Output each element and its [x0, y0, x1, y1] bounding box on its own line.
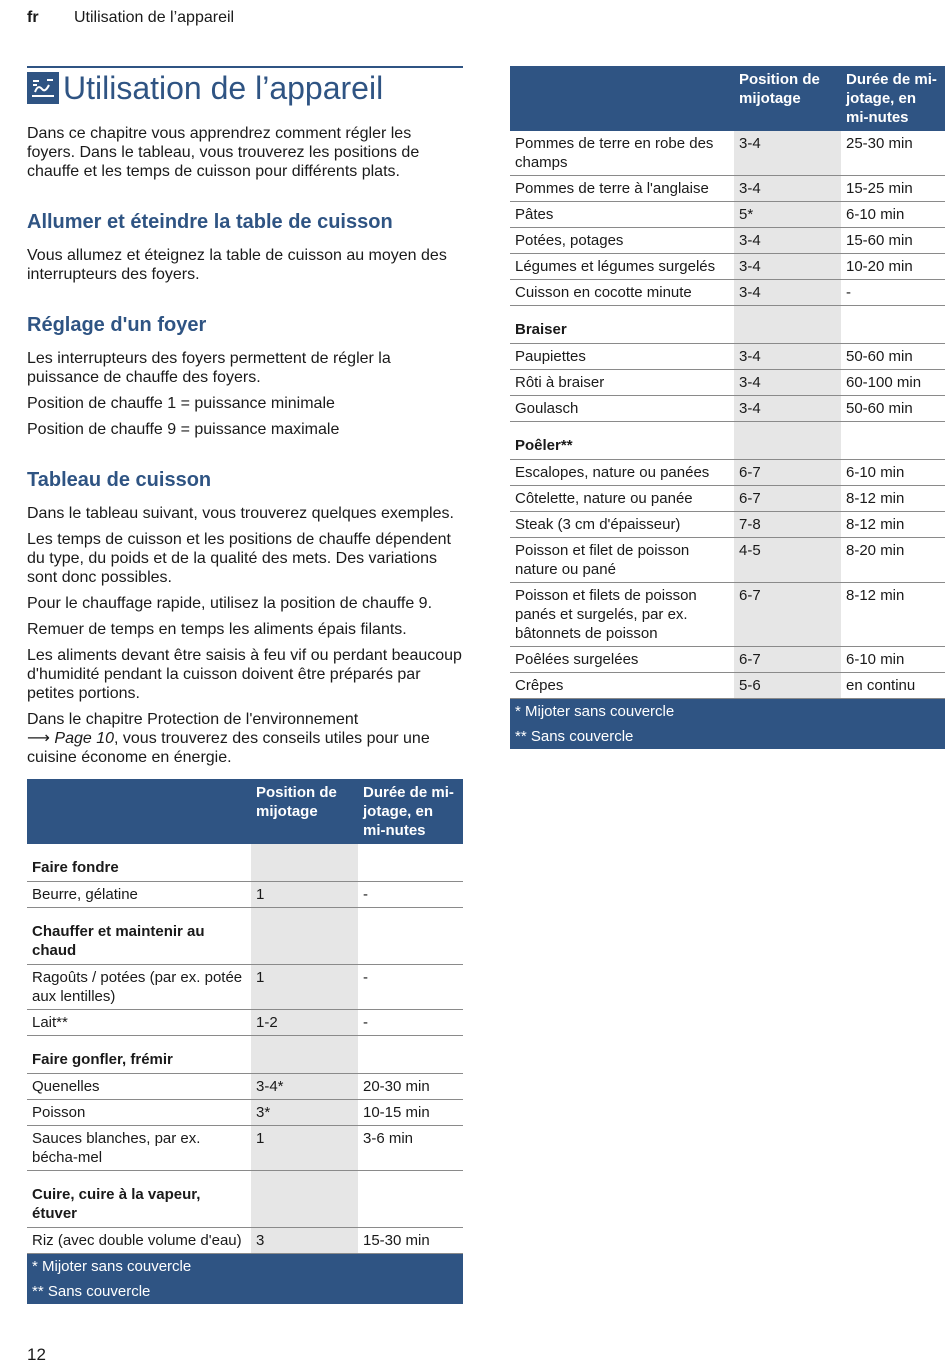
table-row	[510, 228, 945, 254]
chapter-title-row	[27, 66, 463, 106]
duration-cell: 25-30 min	[841, 131, 945, 176]
cooking-table-right	[510, 66, 945, 749]
table-row	[510, 131, 945, 176]
position-cell: 6-7	[734, 583, 841, 647]
position-cell: 3	[251, 1228, 358, 1254]
table-row	[510, 538, 945, 583]
position-cell: 6-7	[734, 647, 841, 673]
table-footnote-row	[510, 699, 945, 725]
empty-cell	[251, 1171, 358, 1228]
hob-hand-icon	[27, 72, 59, 104]
duration-cell: 10-15 min	[358, 1100, 463, 1126]
food-cell: Poisson et filet de poisson nature ou pané	[510, 538, 734, 583]
footnote: * Mijoter sans couvercle	[27, 1254, 463, 1280]
paragraph-text: , vous trouverez des conseils utiles pour une cuisine économe en énergie.	[27, 730, 430, 766]
duration-cell: 20-30 min	[358, 1074, 463, 1100]
section-heading-setting: Réglage d'un foyer	[27, 314, 207, 336]
position-cell: 3-4	[734, 396, 841, 422]
table-row	[510, 396, 945, 422]
page-reference-link[interactable]: Page 10	[54, 730, 114, 747]
duration-cell: 15-25 min	[841, 176, 945, 202]
table-row	[27, 1100, 463, 1126]
table-header-food	[510, 66, 734, 131]
paragraph-page-reference	[27, 710, 463, 767]
duration-cell: 60-100 min	[841, 370, 945, 396]
position-cell: 1-2	[251, 1010, 358, 1036]
food-cell: Quenelles	[27, 1074, 251, 1100]
food-cell: Pâtes	[510, 202, 734, 228]
table-footnote-row	[510, 724, 945, 749]
duration-cell: -	[358, 1010, 463, 1036]
footnote: * Mijoter sans couvercle	[510, 699, 945, 725]
empty-cell	[841, 306, 945, 344]
duration-cell: 8-12 min	[841, 583, 945, 647]
table-row	[510, 280, 945, 306]
arrow-icon: ⟶	[27, 730, 50, 747]
section-label: Chauffer et maintenir au chaud	[27, 908, 251, 965]
page-title: Utilisation de l’appareil	[63, 70, 384, 106]
food-cell: Côtelette, nature ou panée	[510, 486, 734, 512]
table-row	[27, 1228, 463, 1254]
header-language: fr	[27, 9, 39, 26]
food-cell: Poisson et filets de poisson panés et surgelés, par ex. bâtonnets de poisson	[510, 583, 734, 647]
duration-cell: 3-6 min	[358, 1126, 463, 1171]
table-row	[27, 1126, 463, 1171]
food-cell: Légumes et légumes surgelés	[510, 254, 734, 280]
duration-cell: -	[358, 882, 463, 908]
empty-cell	[251, 1036, 358, 1074]
duration-cell: 6-10 min	[841, 202, 945, 228]
table-row	[510, 254, 945, 280]
empty-cell	[734, 422, 841, 460]
table-section-row	[510, 306, 945, 344]
empty-cell	[251, 908, 358, 965]
section-label: Faire fondre	[27, 844, 251, 882]
food-cell: Crêpes	[510, 673, 734, 699]
position-cell: 5*	[734, 202, 841, 228]
empty-cell	[358, 844, 463, 882]
food-cell: Cuisson en cocotte minute	[510, 280, 734, 306]
table-row	[510, 460, 945, 486]
table-row	[510, 512, 945, 538]
table-footnote-row	[27, 1279, 463, 1304]
duration-cell: -	[841, 280, 945, 306]
position-cell: 3-4	[734, 131, 841, 176]
table-row	[510, 176, 945, 202]
food-cell: Sauces blanches, par ex. bécha-mel	[27, 1126, 251, 1171]
food-cell: Poêlées surgelées	[510, 647, 734, 673]
duration-cell: 50-60 min	[841, 396, 945, 422]
food-cell: Beurre, gélatine	[27, 882, 251, 908]
section-label: Poêler**	[510, 422, 734, 460]
empty-cell	[358, 1171, 463, 1228]
empty-cell	[251, 844, 358, 882]
section-label: Faire gonfler, frémir	[27, 1036, 251, 1074]
section-heading-cooking-table: Tableau de cuisson	[27, 469, 212, 491]
duration-cell: 15-30 min	[358, 1228, 463, 1254]
duration-cell: 8-12 min	[841, 486, 945, 512]
table-row	[510, 647, 945, 673]
table-header-duration: Durée de mi-jotage, en mi-nutes	[841, 66, 945, 131]
food-cell: Riz (avec double volume d'eau)	[27, 1228, 251, 1254]
page-number: 12	[27, 1345, 46, 1364]
table-section-row	[27, 1171, 463, 1228]
intro-paragraph: Dans ce chapitre vous apprendrez comment régler les foyers. Dans le tableau, vous trouverez les positions de chauffe et les temps de cuisson pour différents plats.	[27, 125, 420, 180]
duration-cell: 10-20 min	[841, 254, 945, 280]
position-cell: 3-4	[734, 228, 841, 254]
position-cell: 3-4	[734, 344, 841, 370]
table-row	[510, 486, 945, 512]
food-cell: Potées, potages	[510, 228, 734, 254]
paragraph: Les temps de cuisson et les positions de chauffe dépendent du type, du poids et de la qualité des mets. Des variations sont donc possibles.	[27, 531, 451, 586]
paragraph: Remuer de temps en temps les aliments épais filants.	[27, 621, 407, 638]
position-cell: 3-4	[734, 280, 841, 306]
duration-cell: 6-10 min	[841, 647, 945, 673]
right-column	[510, 66, 945, 749]
table-header-food	[27, 779, 251, 844]
table-section-row	[27, 908, 463, 965]
paragraph: Les interrupteurs des foyers permettent de régler la puissance de chauffe des foyers.	[27, 350, 391, 386]
table-row	[510, 202, 945, 228]
position-cell: 5-6	[734, 673, 841, 699]
table-row	[510, 673, 945, 699]
food-cell: Goulasch	[510, 396, 734, 422]
duration-cell: -	[358, 965, 463, 1010]
position-cell: 3-4*	[251, 1074, 358, 1100]
food-cell: Paupiettes	[510, 344, 734, 370]
position-cell: 4-5	[734, 538, 841, 583]
table-row	[27, 1010, 463, 1036]
empty-cell	[841, 422, 945, 460]
left-column	[27, 66, 463, 1304]
section-label: Braiser	[510, 306, 734, 344]
position-cell: 7-8	[734, 512, 841, 538]
position-cell: 6-7	[734, 460, 841, 486]
position-cell: 6-7	[734, 486, 841, 512]
table-row	[510, 583, 945, 647]
table-header-position: Position de mijotage	[251, 779, 358, 844]
position-cell: 3-4	[734, 176, 841, 202]
table-header-duration: Durée de mi-jotage, en mi-nutes	[358, 779, 463, 844]
table-row	[510, 370, 945, 396]
empty-cell	[734, 306, 841, 344]
duration-cell: 50-60 min	[841, 344, 945, 370]
table-row	[27, 882, 463, 908]
table-header-row	[510, 66, 945, 131]
food-cell: Pommes de terre en robe des champs	[510, 131, 734, 176]
duration-cell: 6-10 min	[841, 460, 945, 486]
table-header-row	[27, 779, 463, 844]
paragraph-text: Dans le chapitre Protection de l'environnement	[27, 711, 359, 728]
duration-cell: 8-20 min	[841, 538, 945, 583]
food-cell: Poisson	[27, 1100, 251, 1126]
position-cell: 1	[251, 1126, 358, 1171]
position-cell: 1	[251, 882, 358, 908]
table-row	[27, 965, 463, 1010]
paragraph: Pour le chauffage rapide, utilisez la position de chauffe 9.	[27, 595, 433, 612]
section-heading-on-off: Allumer et éteindre la table de cuisson	[27, 211, 393, 233]
table-section-row	[27, 1036, 463, 1074]
food-cell: Ragoûts / potées (par ex. potée aux lentilles)	[27, 965, 251, 1010]
position-cell: 3-4	[734, 254, 841, 280]
food-cell: Lait**	[27, 1010, 251, 1036]
food-cell: Pommes de terre à l'anglaise	[510, 176, 734, 202]
food-cell: Rôti à braiser	[510, 370, 734, 396]
position-cell: 1	[251, 965, 358, 1010]
table-footnote-row	[27, 1254, 463, 1280]
table-header-position: Position de mijotage	[734, 66, 841, 131]
empty-cell	[358, 1036, 463, 1074]
footnote: ** Sans couvercle	[27, 1279, 463, 1304]
table-row	[27, 1074, 463, 1100]
duration-cell: 15-60 min	[841, 228, 945, 254]
position-cell: 3-4	[734, 370, 841, 396]
footnote: ** Sans couvercle	[510, 724, 945, 749]
food-cell: Steak (3 cm d'épaisseur)	[510, 512, 734, 538]
paragraph: Position de chauffe 9 = puissance maximale	[27, 421, 340, 438]
food-cell: Escalopes, nature ou panées	[510, 460, 734, 486]
table-row	[510, 344, 945, 370]
paragraph: Position de chauffe 1 = puissance minimale	[27, 395, 335, 412]
table-section-row	[27, 844, 463, 882]
header-section-title: Utilisation de l’appareil	[74, 9, 235, 26]
cooking-table-left	[27, 779, 463, 1304]
empty-cell	[358, 908, 463, 965]
section-label: Cuire, cuire à la vapeur, étuver	[27, 1171, 251, 1228]
paragraph: Vous allumez et éteignez la table de cuisson au moyen des interrupteurs des foyers.	[27, 247, 447, 283]
paragraph: Dans le tableau suivant, vous trouverez quelques exemples.	[27, 505, 454, 522]
duration-cell: 8-12 min	[841, 512, 945, 538]
table-section-row	[510, 422, 945, 460]
position-cell: 3*	[251, 1100, 358, 1126]
duration-cell: en continu	[841, 673, 945, 699]
paragraph: Les aliments devant être saisis à feu vif ou perdant beaucoup d'humidité pendant la cuisson doivent être préparés par petites portions.	[27, 647, 462, 702]
